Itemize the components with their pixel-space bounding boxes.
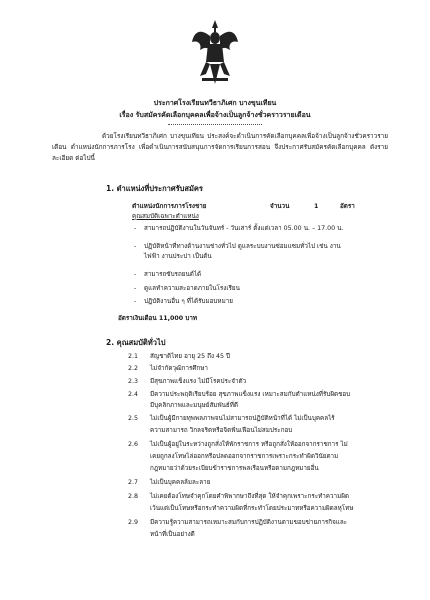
qualification-number: 2.2 [128,365,139,372]
qualification-text: มีความรู้ความสามารถเหมาะสมกับการปฏิบัติงานตามขอบข่ายภารกิจและ [150,519,348,526]
qualification-text: ไม่จำกัดวุฒิการศึกษา [150,365,208,372]
qualification-number: 2.8 [128,493,139,500]
qualification-number: 2.9 [128,519,139,526]
qualification-text: หน้าที่เป็นอย่างดี [150,531,195,538]
rate-label: อัตรา [340,203,355,210]
qualification-number: 2.1 [128,353,139,360]
qualification-text: ไม่เคยต้องโทษจำคุกโดยคำพิพากษาถึงที่สุด ให้จำคุกเพราะกระทำความผิด [150,493,350,500]
salary-line: อัตราเงินเดือน 11,000 บาท [118,315,198,322]
qualification-text: มีบุคลิกภาพและมนุษย์สัมพันธ์ที่ดี [150,402,238,409]
document-page: ประกาศโรงเรียนทวีธาภิเศก บางขุนเทียน เรื่อง รับสมัครคัดเลือกบุคคลเพื่อจ้างเป็นลูกจ้างชั่วคราวรายเดือน ด้วยโรงเรียนทวีธาภิเศก บางขุนเทียน ประสงค์จะดำเนินการคัดเลือกบุคคลเพื่อจ้างเป็นลูกจ้างชั่วคราวรายเดือน ตำแหน่งนักการภารโรง เพื่อดำเนินการสนับสนุนการจัดการเรียนการสอน จึงประกาศรับสมัครคัดเลือกบุคคล ดังรายละเอียด ต่อไปนี้ 1. ตำแหน่งที่ประกาศรับสมัคร ตำแหน่งนักการภารโรงชาย จำนวน 1 อัตรา คุณสมบัติเฉพาะตำแหน่ง - สามารถปฏิบัติงานในวันจันทร์ - วันเสาร์ ตั้งแต่เวลา 05.00 น. – 17.00 น. - ปฏิบัติหน้าที่ทางด้านงานช่างทั่วไป ดูแลระบบงานซ่อมแซมทั่วไป เช่น งาน ไฟฟ้า งานประปา เป็นต้น - สามารถขับรถยนต์ได้ - ดูแลทำความสะอาดภายในโรงเรียน - ปฏิบัติงานอื่น ๆ ที่ได้รับมอบหมาย อัตราเงินเดือน 11,000 บาท 2. คุณสมบัติทั่วไป 2.1 สัญชาติไทย อายุ 25 ถึง 45 ปี 2.2 ไม่จำกัดวุฒิการศึกษา 2.3 มีสุขภาพแข็งแรง ไม่มีโรคประจำตัว 2.4 มีความประพฤติเรียบร้อย สุขภาพแข็งแรง เหมาะสมกับตำแหน่งที่รับผิดชอบ มีบุคลิกภาพและมนุษย์สัมพันธ์ที่ดี 2.5 ไม่เป็นผู้มีกายทุพพลภาพจนไม่สามารถปฏิบัติหน้าที่ได้ ไม่เป็นบุคคลไร้ ความสามารถ วิกลจริตหรือจิตฟั่นเฟือนไม่สมประกอบ 2.6 ไม่เป็นผู้อยู่ในระหว่างถูกสั่งให้พักราชการ หรือถูกสั่งให้ออกจากราชการ ไม่ เคยถูกลงโทษไล่ออกหรือปลดออกจากราชการเพราะกระทำผิดวินัยตาม กฎหมายว่าด้วยระเบียบข้าราชการพลเรือนหรือตามกฎหมายอื่น 2.7 ไม่เป็นบุคคลล้มละลาย 2.8 ไม่เคยต้องโทษจำคุกโดยคำพิพากษาถึงที่สุด ให้จำคุกเพราะกระทำความผิด เว้นแต่เป็นโทษหรือกระทำความผิดที่กระทำโดยประมาทหรือความผิดลหุโทษ 2.9 มีความรู้ความสามารถเหมาะสมกับการปฏิบัติงานตามขอบข่ายภารกิจและ หน้าที่เป็นอย่างดี [0,0,430,600]
qualification-number: 2.5 [128,415,139,422]
qualification-text: เว้นแต่เป็นโทษหรือกระทำความผิดที่กระทำโดยประมาทหรือความผิดลหุโทษ [150,505,354,512]
duty-header: คุณสมบัติเฉพาะตำแหน่ง [132,213,199,220]
announcement-subject: เรื่อง รับสมัครคัดเลือกบุคคลเพื่อจ้างเป็นลูกจ้างชั่วคราวรายเดือน [119,111,311,119]
section-1-title: 1. ตำแหน่งที่ประกาศรับสมัคร [106,184,203,193]
qualification-number: 2.3 [128,378,139,385]
qualification-text: ความสามารถ วิกลจริตหรือจิตฟั่นเฟือนไม่สมประกอบ [150,427,293,434]
qualification-text: กฎหมายว่าด้วยระเบียบข้าราชการพลเรือนหรือตามกฎหมายอื่น [150,465,319,472]
count-label: จำนวน [270,203,290,210]
qualification-text: ไม่เป็นผู้มีกายทุพพลภาพจนไม่สามารถปฏิบัติหน้าที่ได้ ไม่เป็นบุคคลไร้ [150,415,335,422]
garuda-emblem-icon [190,18,240,88]
qualification-text: มีสุขภาพแข็งแรง ไม่มีโรคประจำตัว [150,378,247,385]
count-value: 1 [314,203,319,210]
qualification-text: มีความประพฤติเรียบร้อย สุขภาพแข็งแรง เหมาะสมกับตำแหน่งที่รับผิดชอบ [150,391,351,398]
announcement-title: ประกาศโรงเรียนทวีธาภิเศก บางขุนเทียน [153,99,277,107]
qualification-text: ไม่เป็นบุคคลล้มละลาย [150,479,211,486]
qualification-text: สัญชาติไทย อายุ 25 ถึง 45 ปี [150,353,231,360]
qualification-text: ไม่เป็นผู้อยู่ในระหว่างถูกสั่งให้พักราชการ หรือถูกสั่งให้ออกจากราชการ ไม่ [150,441,348,448]
qualification-number: 2.6 [128,441,139,448]
intro-paragraph: ด้วยโรงเรียนทวีธาภิเศก บางขุนเทียน ประสงค์จะดำเนินการคัดเลือกบุคคลเพื่อจ้างเป็นลูกจ้างชั่วคราวรายเดือน ตำแหน่งนักการภารโรง เพื่อดำเนินการสนับสนุนการจัดการเรียนการสอน จึงประกาศรับสมัครคัดเลือกบุคคล ดังรายละเอียด ต่อไปนี้ [52,132,388,162]
title-divider [168,124,262,125]
qualification-text: เคยถูกลงโทษไล่ออกหรือปลดออกจากราชการเพราะกระทำผิดวินัยตาม [150,453,339,460]
position-label: ตำแหน่งนักการภารโรงชาย [132,203,207,210]
qualification-number: 2.7 [128,479,139,486]
qualification-number: 2.4 [128,391,139,398]
section-2-title: 2. คุณสมบัติทั่วไป [106,338,166,347]
